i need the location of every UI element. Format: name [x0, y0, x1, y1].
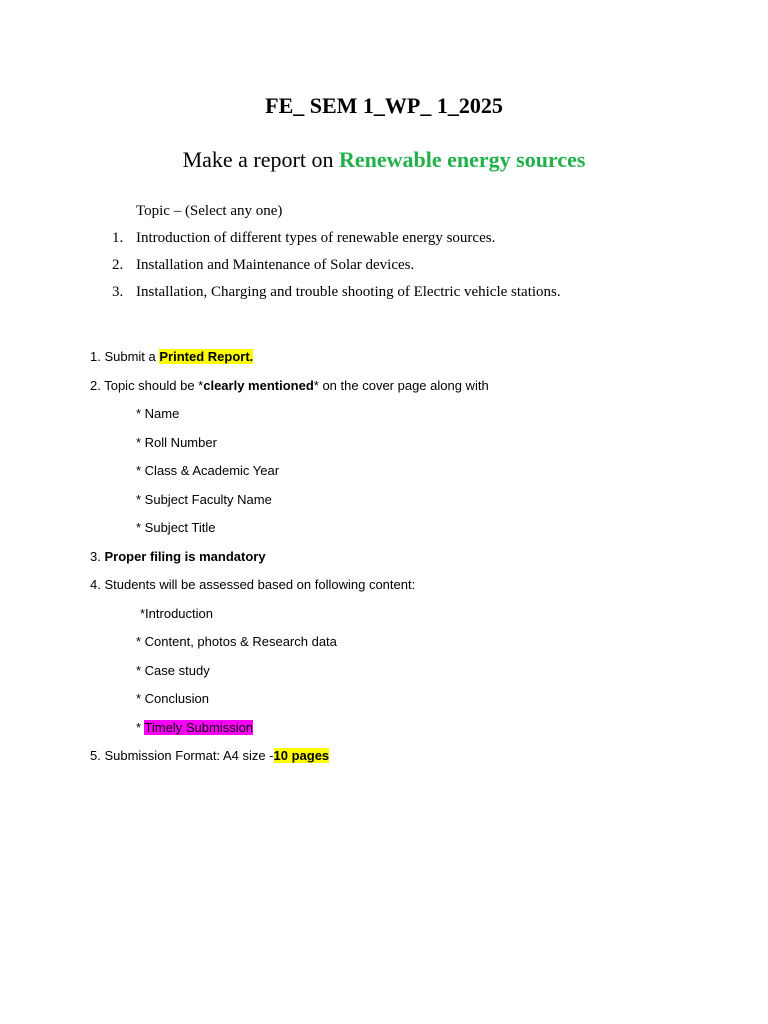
- cover-item-subject-title: * Subject Title: [136, 520, 216, 535]
- instruction-4: 4. Students will be assessed based on following content:: [90, 577, 416, 592]
- instruction-text: 3.: [90, 548, 105, 564]
- content-item-introduction: *Introduction: [140, 605, 213, 621]
- instruction-5: [90, 742, 489, 771]
- content-item-conclusion: * Conclusion: [136, 691, 209, 706]
- content-item-case-study: * Case study: [136, 662, 210, 678]
- topic-item-1: [112, 225, 561, 252]
- cover-item-faculty-name: * Subject Faculty Name: [136, 491, 272, 507]
- bullet-prefix: *: [136, 719, 145, 735]
- bold-clearly-mentioned: clearly mentioned: [203, 377, 314, 393]
- topic-number: 3.: [112, 284, 124, 300]
- highlight-timely-submission: Timely Submission: [144, 719, 254, 735]
- highlight-10-pages: 10 pages: [273, 748, 330, 763]
- topic-number: 1.: [112, 230, 124, 246]
- topic-heading: Topic – (Select any one): [136, 203, 283, 219]
- instruction-text: 1. Submit a: [90, 349, 160, 364]
- cover-item-roll-number: * Roll Number: [136, 434, 217, 450]
- topic-text: Installation and Maintenance of Solar devices.: [136, 257, 415, 273]
- instruction-text: 2. Topic should be *: [90, 377, 204, 393]
- topic-text: Installation, Charging and trouble shooting of Electric vehicle stations.: [136, 284, 561, 300]
- content-item-research-data: * Content, photos & Research data: [136, 634, 337, 649]
- topic-item-3: [112, 279, 561, 306]
- highlight-printed-report: Printed Report.: [159, 349, 254, 364]
- instruction-list: [90, 343, 489, 771]
- instruction-text: 5. Submission Format: A4 size -: [90, 748, 274, 763]
- document-title: FE_ SEM 1_WP_ 1_2025: [265, 93, 503, 118]
- subtitle-prefix: Make a report on: [182, 147, 339, 172]
- instruction-text: * on the cover page along with: [313, 377, 489, 393]
- bold-proper-filing: Proper filing is mandatory: [104, 548, 266, 564]
- subtitle-highlight: Renewable energy sources: [338, 147, 586, 172]
- cover-item-name: * Name: [136, 406, 180, 421]
- instruction-2: [90, 372, 489, 401]
- topic-number: 2.: [112, 257, 124, 273]
- topic-list: [112, 198, 561, 306]
- cover-item-class-year: * Class & Academic Year: [136, 463, 280, 478]
- topic-item-2: [112, 252, 561, 279]
- instruction-1: [90, 343, 489, 372]
- document-subtitle: [0, 146, 768, 174]
- instruction-3: [90, 543, 489, 572]
- content-item-timely-submission: [90, 714, 489, 743]
- topic-text: Introduction of different types of renewable energy sources.: [136, 230, 496, 246]
